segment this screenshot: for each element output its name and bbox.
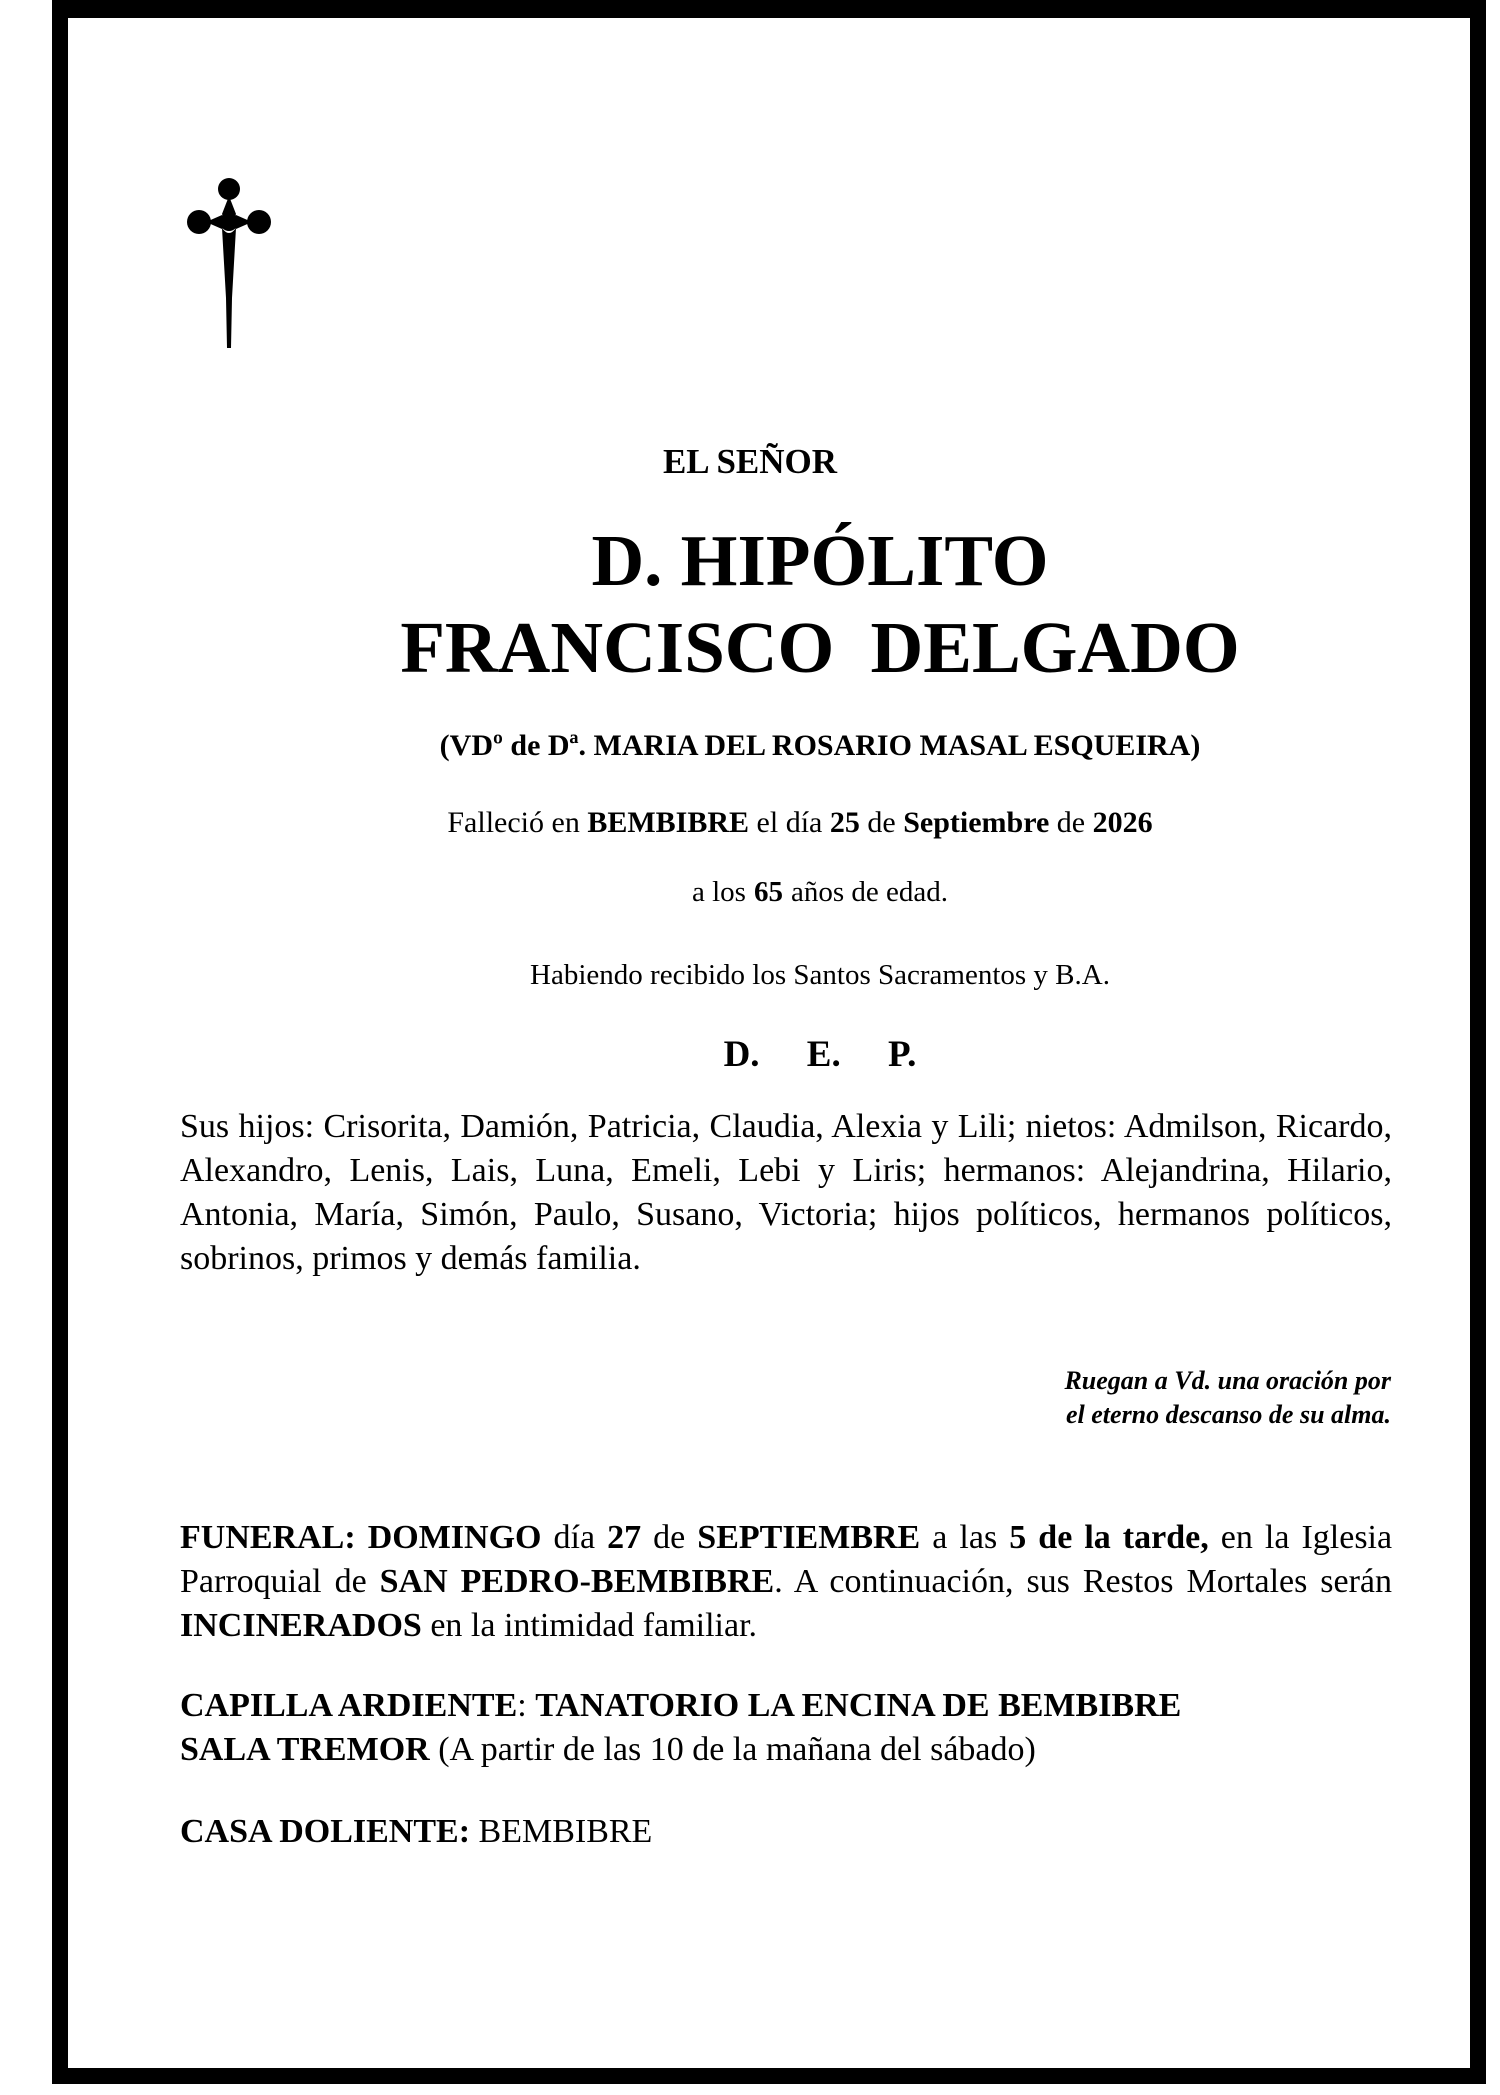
cross-icon — [186, 178, 272, 348]
family-paragraph: Sus hijos: Crisorita, Damión, Patricia, Claudia, Alexia y Lili; nietos: Admilson, Ricardo, Alexandro, Lenis, Lais, Luna, Emeli, Lebi y Liris; hermanos: Alejandrina, Hilario, Antonia, María, Simón, Paulo, Susano, Victoria; hijos políticos, hermanos políticos, sobrinos, primos y demás familia. — [180, 1108, 1392, 1277]
deceased-name-line2: FRANCISCO DELGADO — [400, 607, 1240, 688]
funeral-paragraph: FUNERAL: DOMINGO día 27 de SEPTIEMBRE a las 5 de la tarde, en la Iglesia Parroquial de SAN PEDRO-BEMBIBRE. A continuación, sus Restos Mortales serán INCINERADOS en la intimidad familiar. — [180, 1519, 1393, 1644]
casa-doliente-line: CASA DOLIENTE: BEMBIBRE — [180, 1813, 653, 1850]
death-line: Falleció en BEMBIBRE el día 25 de Septiembre de 2026 — [447, 806, 1153, 839]
sacraments-line: Habiendo recibido los Santos Sacramentos y B.A. — [530, 959, 1110, 991]
spouse-line: (VDº de Dª. MARIA DEL ROSARIO MASAL ESQUEIRA) — [439, 729, 1201, 762]
age-line: a los 65 años de edad. — [692, 876, 948, 908]
prayer-note: Ruegan a Vd. una oración por el eterno descanso de su alma. — [1064, 1366, 1391, 1429]
dep-line: D. E. P. — [723, 1034, 917, 1075]
title-el-senor: EL SEÑOR — [662, 442, 838, 481]
capilla-ardiente-block: CAPILLA ARDIENTE: TANATORIO LA ENCINA DE BEMBIBRE SALA TREMOR (A partir de las 10 de la mañana del sábado) — [180, 1687, 1182, 1768]
deceased-name-line1: D. HIPÓLITO — [591, 520, 1049, 601]
